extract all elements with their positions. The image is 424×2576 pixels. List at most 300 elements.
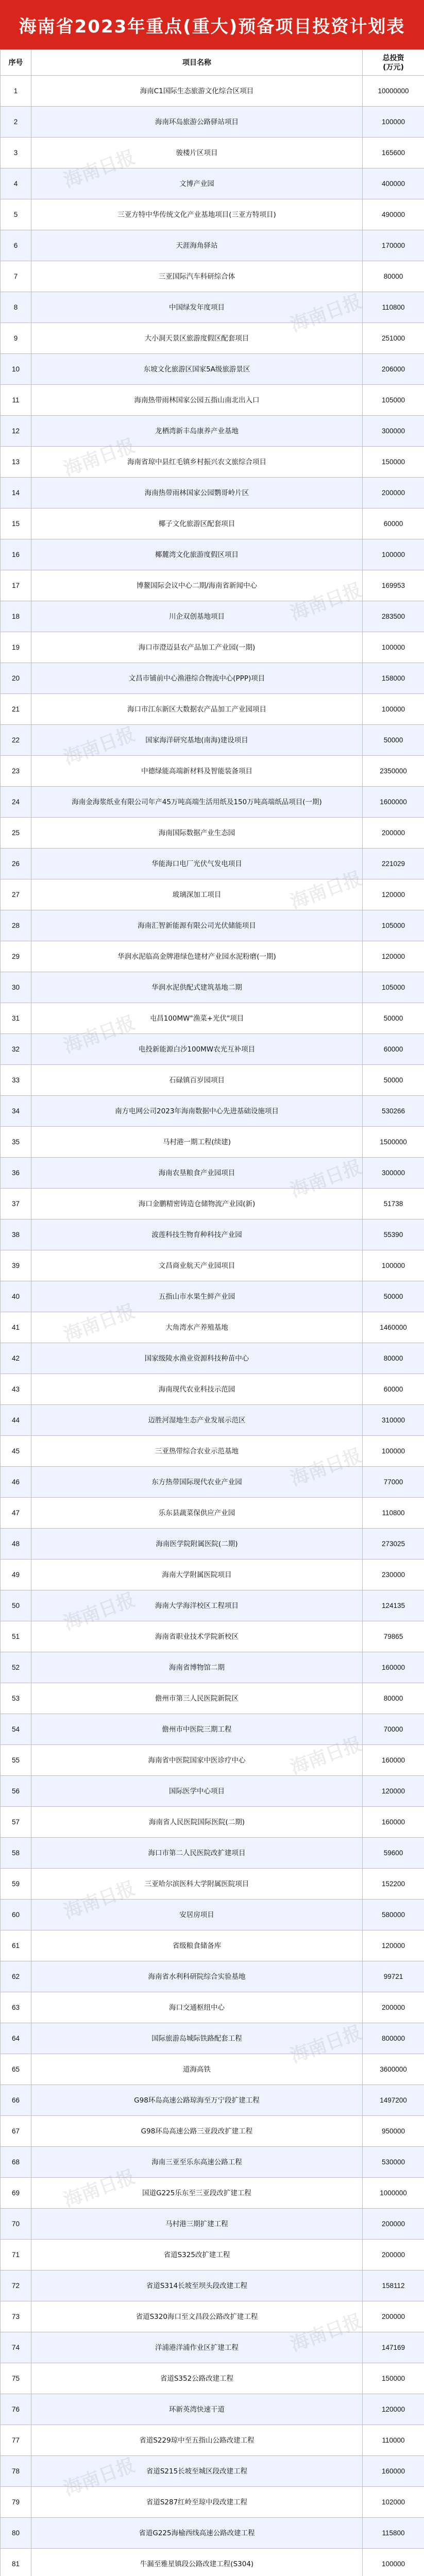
row-seq: 31 bbox=[1, 1003, 31, 1034]
row-project-name: 海南C1国际生态旅游文化综合区项目 bbox=[31, 76, 363, 107]
row-seq: 4 bbox=[1, 168, 31, 199]
table-row bbox=[1, 2487, 424, 2518]
row-seq: 16 bbox=[1, 539, 31, 570]
row-project-name: 洋浦港洋浦作业区扩建工程 bbox=[31, 2332, 363, 2363]
table-row bbox=[1, 447, 424, 478]
table-row bbox=[1, 1250, 424, 1281]
row-total-investment: 160000 bbox=[363, 1807, 424, 1838]
table-row bbox=[1, 1683, 424, 1714]
table-row bbox=[1, 849, 424, 879]
row-project-name: G98环岛高速公路三亚段改扩建工程 bbox=[31, 2116, 363, 2147]
row-project-name: 海南省中医院国家中医诊疗中心 bbox=[31, 1745, 363, 1776]
row-total-investment: 10000000 bbox=[363, 76, 424, 107]
table-row bbox=[1, 1405, 424, 1436]
row-total-investment: 158112 bbox=[363, 2270, 424, 2301]
row-total-investment: 165600 bbox=[363, 138, 424, 168]
row-project-name: 省道S325改扩建工程 bbox=[31, 2240, 363, 2270]
table-row bbox=[1, 1374, 424, 1405]
row-seq: 45 bbox=[1, 1436, 31, 1467]
row-total-investment: 105000 bbox=[363, 910, 424, 941]
row-total-investment: 200000 bbox=[363, 818, 424, 849]
table-row bbox=[1, 478, 424, 509]
row-project-name: 川企双创基地项目 bbox=[31, 601, 363, 632]
table-row bbox=[1, 416, 424, 447]
table-row bbox=[1, 1807, 424, 1838]
row-total-investment: 105000 bbox=[363, 972, 424, 1003]
row-total-investment: 200000 bbox=[363, 2301, 424, 2332]
row-project-name: 牛漏至雅星镇段公路改建工程(S304) bbox=[31, 2549, 363, 2576]
row-total-investment: 77000 bbox=[363, 1467, 424, 1498]
row-project-name: 石碌镇百岁园项目 bbox=[31, 1065, 363, 1096]
row-project-name: 文博产业园 bbox=[31, 168, 363, 199]
table-row bbox=[1, 1529, 424, 1560]
table-row bbox=[1, 1714, 424, 1745]
row-project-name: 国家海洋研究基地(南海)建设项目 bbox=[31, 725, 363, 756]
row-total-investment: 221029 bbox=[363, 849, 424, 879]
row-project-name: 东方热带国际现代农业产业园 bbox=[31, 1467, 363, 1498]
table-row bbox=[1, 941, 424, 972]
row-project-name: 文昌商业航天产业园项目 bbox=[31, 1250, 363, 1281]
row-project-name: 儋州市第三人民医院新院区 bbox=[31, 1683, 363, 1714]
table-row bbox=[1, 261, 424, 292]
table-row bbox=[1, 2394, 424, 2425]
table-row bbox=[1, 76, 424, 107]
table-row bbox=[1, 509, 424, 539]
table-row bbox=[1, 1003, 424, 1034]
row-project-name: 马村港三期扩建工程 bbox=[31, 2209, 363, 2240]
row-total-investment: 300000 bbox=[363, 416, 424, 447]
row-seq: 51 bbox=[1, 1621, 31, 1652]
row-total-investment: 100000 bbox=[363, 1436, 424, 1467]
row-project-name: 海口市第二人民医院改扩建项目 bbox=[31, 1838, 363, 1869]
row-project-name: 龙栖湾新丰岛康养产业基地 bbox=[31, 416, 363, 447]
table-row bbox=[1, 1621, 424, 1652]
row-total-investment: 120000 bbox=[363, 2394, 424, 2425]
row-total-investment: 1000000 bbox=[363, 2178, 424, 2209]
table-row bbox=[1, 199, 424, 230]
row-project-name: 省道S287红岭至琼中段改建工程 bbox=[31, 2487, 363, 2518]
row-project-name: 海南省琼中县红毛镇乡村振兴农文旅综合项目 bbox=[31, 447, 363, 478]
table-row bbox=[1, 1498, 424, 1529]
table-row bbox=[1, 2270, 424, 2301]
row-total-investment: 230000 bbox=[363, 1560, 424, 1590]
row-total-investment: 283500 bbox=[363, 601, 424, 632]
row-total-investment: 310000 bbox=[363, 1405, 424, 1436]
row-seq: 64 bbox=[1, 2023, 31, 2054]
row-seq: 24 bbox=[1, 787, 31, 818]
row-seq: 15 bbox=[1, 509, 31, 539]
table-row bbox=[1, 2456, 424, 2487]
row-seq: 27 bbox=[1, 879, 31, 910]
row-project-name: 海南省水利科研院综合实验基地 bbox=[31, 1961, 363, 1992]
row-project-name: 博鳌国际会议中心二期/海南省新闻中心 bbox=[31, 570, 363, 601]
row-total-investment: 200000 bbox=[363, 478, 424, 509]
table-row bbox=[1, 1436, 424, 1467]
row-project-name: 华润水泥临高金牌港绿色建材产业园水泥粉磨(一期) bbox=[31, 941, 363, 972]
row-project-name: 海口市澄迈县农产品加工产业园(一期) bbox=[31, 632, 363, 663]
row-project-name: 骏楼片区项目 bbox=[31, 138, 363, 168]
row-total-investment: 152200 bbox=[363, 1869, 424, 1900]
table-row bbox=[1, 1590, 424, 1621]
header-row bbox=[1, 50, 424, 76]
row-total-investment: 158000 bbox=[363, 663, 424, 694]
row-seq: 23 bbox=[1, 756, 31, 787]
row-project-name: 国际医学中心项目 bbox=[31, 1776, 363, 1807]
row-total-investment: 120000 bbox=[363, 1776, 424, 1807]
row-project-name: 海南国际数据产业生态园 bbox=[31, 818, 363, 849]
table-row bbox=[1, 1900, 424, 1930]
row-total-investment: 160000 bbox=[363, 2456, 424, 2487]
table-row bbox=[1, 138, 424, 168]
table-row bbox=[1, 2240, 424, 2270]
row-project-name: 五指山市水果生鲜产业园 bbox=[31, 1281, 363, 1312]
row-total-investment: 147169 bbox=[363, 2332, 424, 2363]
row-total-investment: 80000 bbox=[363, 1343, 424, 1374]
row-project-name: 电投新能源白沙100MW农光互补项目 bbox=[31, 1034, 363, 1065]
row-total-investment: 100000 bbox=[363, 2549, 424, 2576]
row-total-investment: 50000 bbox=[363, 1281, 424, 1312]
row-total-investment: 160000 bbox=[363, 1745, 424, 1776]
table-row bbox=[1, 756, 424, 787]
table-row bbox=[1, 632, 424, 663]
table-row bbox=[1, 1930, 424, 1961]
row-total-investment: 950000 bbox=[363, 2116, 424, 2147]
row-total-investment: 200000 bbox=[363, 2240, 424, 2270]
row-total-investment: 160000 bbox=[363, 1652, 424, 1683]
row-project-name: 屯昌100MW"渔菜+光伏"项目 bbox=[31, 1003, 363, 1034]
table-row bbox=[1, 663, 424, 694]
table-row bbox=[1, 1992, 424, 2023]
row-seq: 56 bbox=[1, 1776, 31, 1807]
row-seq: 75 bbox=[1, 2363, 31, 2394]
row-project-name: 三亚国际汽车科研综合体 bbox=[31, 261, 363, 292]
table-row bbox=[1, 230, 424, 261]
table-row bbox=[1, 2116, 424, 2147]
table-row bbox=[1, 1776, 424, 1807]
table-row bbox=[1, 1745, 424, 1776]
row-project-name: 儋州市中医院三期工程 bbox=[31, 1714, 363, 1745]
row-seq: 80 bbox=[1, 2518, 31, 2549]
row-total-investment: 100000 bbox=[363, 632, 424, 663]
row-seq: 8 bbox=[1, 292, 31, 323]
row-total-investment: 110800 bbox=[363, 292, 424, 323]
row-total-investment: 55390 bbox=[363, 1219, 424, 1250]
row-seq: 79 bbox=[1, 2487, 31, 2518]
row-seq: 19 bbox=[1, 632, 31, 663]
table-row bbox=[1, 601, 424, 632]
row-project-name: 海口交通枢纽中心 bbox=[31, 1992, 363, 2023]
row-seq: 39 bbox=[1, 1250, 31, 1281]
table-row bbox=[1, 1127, 424, 1158]
table-row bbox=[1, 2054, 424, 2085]
header-total-investment bbox=[363, 50, 424, 76]
row-project-name: 省级粮食储备库 bbox=[31, 1930, 363, 1961]
table-row bbox=[1, 168, 424, 199]
row-seq: 73 bbox=[1, 2301, 31, 2332]
row-seq: 58 bbox=[1, 1838, 31, 1869]
row-total-investment: 530000 bbox=[363, 2147, 424, 2178]
table-row bbox=[1, 2549, 424, 2576]
row-seq: 32 bbox=[1, 1034, 31, 1065]
table-row bbox=[1, 1189, 424, 1219]
row-project-name: 海南大学附属医院项目 bbox=[31, 1560, 363, 1590]
row-total-investment: 100000 bbox=[363, 1250, 424, 1281]
row-seq: 69 bbox=[1, 2178, 31, 2209]
row-total-investment: 1497200 bbox=[363, 2085, 424, 2116]
row-seq: 36 bbox=[1, 1158, 31, 1189]
row-project-name: 省道S320海口至文昌段公路改扩建工程 bbox=[31, 2301, 363, 2332]
table-row bbox=[1, 2085, 424, 2116]
table-row bbox=[1, 1652, 424, 1683]
row-total-investment: 120000 bbox=[363, 1930, 424, 1961]
investment-table-container bbox=[0, 49, 424, 2576]
row-total-investment: 80000 bbox=[363, 1683, 424, 1714]
title-banner bbox=[0, 0, 424, 49]
row-seq: 18 bbox=[1, 601, 31, 632]
row-seq: 11 bbox=[1, 385, 31, 416]
row-project-name: 海南环岛旅游公路驿站项目 bbox=[31, 107, 363, 138]
row-project-name: 华能海口电厂光伏气发电项目 bbox=[31, 849, 363, 879]
row-seq: 65 bbox=[1, 2054, 31, 2085]
row-total-investment: 102000 bbox=[363, 2487, 424, 2518]
row-project-name: 海南三亚至乐东高速公路工程 bbox=[31, 2147, 363, 2178]
row-total-investment: 100000 bbox=[363, 694, 424, 725]
row-seq: 35 bbox=[1, 1127, 31, 1158]
row-project-name: 海南汇智新能源有限公司光伏储能项目 bbox=[31, 910, 363, 941]
row-project-name: 环新英湾快速干道 bbox=[31, 2394, 363, 2425]
table-body bbox=[1, 76, 424, 2576]
row-seq: 7 bbox=[1, 261, 31, 292]
row-seq: 17 bbox=[1, 570, 31, 601]
row-seq: 41 bbox=[1, 1312, 31, 1343]
table-row bbox=[1, 323, 424, 354]
row-seq: 77 bbox=[1, 2425, 31, 2456]
row-project-name: 海南热带雨林国家公园五指山南北出入口 bbox=[31, 385, 363, 416]
row-seq: 43 bbox=[1, 1374, 31, 1405]
row-total-investment: 200000 bbox=[363, 2209, 424, 2240]
row-project-name: 中德绿能高端新材料及智能装备项目 bbox=[31, 756, 363, 787]
row-seq: 37 bbox=[1, 1189, 31, 1219]
row-seq: 66 bbox=[1, 2085, 31, 2116]
row-seq: 46 bbox=[1, 1467, 31, 1498]
row-seq: 10 bbox=[1, 354, 31, 385]
row-project-name: 天涯海角驿站 bbox=[31, 230, 363, 261]
row-project-name: 南方电网公司2023年海南数据中心先进基础设施项目 bbox=[31, 1096, 363, 1127]
row-seq: 14 bbox=[1, 478, 31, 509]
row-total-investment: 59600 bbox=[363, 1838, 424, 1869]
row-project-name: 海口市江东新区大数据农产品加工产业园项目 bbox=[31, 694, 363, 725]
row-seq: 34 bbox=[1, 1096, 31, 1127]
table-row bbox=[1, 2332, 424, 2363]
row-total-investment: 110000 bbox=[363, 2425, 424, 2456]
table-row bbox=[1, 2178, 424, 2209]
row-total-investment: 206000 bbox=[363, 354, 424, 385]
row-project-name: 国道G225乐东至三亚段改扩建工程 bbox=[31, 2178, 363, 2209]
table-row bbox=[1, 2147, 424, 2178]
row-total-investment: 120000 bbox=[363, 941, 424, 972]
row-project-name: G98环岛高速公路琼海至万宁段扩建工程 bbox=[31, 2085, 363, 2116]
row-project-name: 三亚热带综合农业示范基地 bbox=[31, 1436, 363, 1467]
row-project-name: 海南农垦粮食产业园项目 bbox=[31, 1158, 363, 1189]
table-row bbox=[1, 1096, 424, 1127]
row-project-name: 文昌市铺前中心渔港综合物流中心(PPP)项目 bbox=[31, 663, 363, 694]
row-total-investment: 100000 bbox=[363, 107, 424, 138]
row-seq: 33 bbox=[1, 1065, 31, 1096]
row-project-name: 国家级陵水渔业资源科技种苗中心 bbox=[31, 1343, 363, 1374]
row-project-name: 海南省博物馆二期 bbox=[31, 1652, 363, 1683]
row-seq: 52 bbox=[1, 1652, 31, 1683]
row-total-investment: 50000 bbox=[363, 1065, 424, 1096]
row-project-name: 安居房项目 bbox=[31, 1900, 363, 1930]
row-seq: 60 bbox=[1, 1900, 31, 1930]
table-row bbox=[1, 879, 424, 910]
row-seq: 78 bbox=[1, 2456, 31, 2487]
table-row bbox=[1, 2518, 424, 2549]
row-seq: 72 bbox=[1, 2270, 31, 2301]
row-total-investment: 251000 bbox=[363, 323, 424, 354]
row-project-name: 大角湾水产养殖基地 bbox=[31, 1312, 363, 1343]
row-project-name: 东坡文化旅游区国家5A级旅游景区 bbox=[31, 354, 363, 385]
row-project-name: 海南热带雨林国家公园鹦哥岭片区 bbox=[31, 478, 363, 509]
row-project-name: 华润水泥供配式建筑基地二期 bbox=[31, 972, 363, 1003]
row-total-investment: 70000 bbox=[363, 1714, 424, 1745]
row-seq: 28 bbox=[1, 910, 31, 941]
row-project-name: 椰子文化旅游区配套项目 bbox=[31, 509, 363, 539]
row-seq: 2 bbox=[1, 107, 31, 138]
row-total-investment: 800000 bbox=[363, 2023, 424, 2054]
row-project-name: 马村港一期工程(续建) bbox=[31, 1127, 363, 1158]
row-seq: 13 bbox=[1, 447, 31, 478]
row-seq: 21 bbox=[1, 694, 31, 725]
row-total-investment: 1460000 bbox=[363, 1312, 424, 1343]
table-row bbox=[1, 2425, 424, 2456]
row-seq: 71 bbox=[1, 2240, 31, 2270]
table-row bbox=[1, 725, 424, 756]
row-seq: 3 bbox=[1, 138, 31, 168]
row-total-investment: 50000 bbox=[363, 1003, 424, 1034]
row-seq: 49 bbox=[1, 1560, 31, 1590]
row-total-investment: 150000 bbox=[363, 447, 424, 478]
row-total-investment: 580000 bbox=[363, 1900, 424, 1930]
row-project-name: 省道S314长坡至坝头段改建工程 bbox=[31, 2270, 363, 2301]
row-seq: 50 bbox=[1, 1590, 31, 1621]
row-seq: 30 bbox=[1, 972, 31, 1003]
table-row bbox=[1, 1312, 424, 1343]
row-project-name: 省道S352公路改建工程 bbox=[31, 2363, 363, 2394]
row-seq: 57 bbox=[1, 1807, 31, 1838]
row-total-investment: 170000 bbox=[363, 230, 424, 261]
row-project-name: 海南省人民医院国际医院(二期) bbox=[31, 1807, 363, 1838]
row-seq: 62 bbox=[1, 1961, 31, 1992]
row-seq: 22 bbox=[1, 725, 31, 756]
row-seq: 44 bbox=[1, 1405, 31, 1436]
row-seq: 48 bbox=[1, 1529, 31, 1560]
investment-table bbox=[0, 49, 424, 2576]
row-total-investment: 273025 bbox=[363, 1529, 424, 1560]
table-row bbox=[1, 1869, 424, 1900]
row-seq: 40 bbox=[1, 1281, 31, 1312]
row-seq: 26 bbox=[1, 849, 31, 879]
row-total-investment: 115800 bbox=[363, 2518, 424, 2549]
row-seq: 6 bbox=[1, 230, 31, 261]
header-total-line1: 总投资 bbox=[382, 54, 404, 62]
row-total-investment: 105000 bbox=[363, 385, 424, 416]
row-total-investment: 60000 bbox=[363, 1034, 424, 1065]
row-total-investment: 1600000 bbox=[363, 787, 424, 818]
row-seq: 20 bbox=[1, 663, 31, 694]
row-seq: 47 bbox=[1, 1498, 31, 1529]
row-seq: 68 bbox=[1, 2147, 31, 2178]
row-project-name: 海南现代农业科技示范园 bbox=[31, 1374, 363, 1405]
table-row bbox=[1, 570, 424, 601]
row-total-investment: 3600000 bbox=[363, 2054, 424, 2085]
table-row bbox=[1, 1838, 424, 1869]
table-row bbox=[1, 1560, 424, 1590]
row-seq: 5 bbox=[1, 199, 31, 230]
table-row bbox=[1, 1343, 424, 1374]
table-row bbox=[1, 2209, 424, 2240]
table-row bbox=[1, 385, 424, 416]
row-total-investment: 60000 bbox=[363, 1374, 424, 1405]
table-row bbox=[1, 539, 424, 570]
row-project-name: 三亚哈尔滨医科大学附属医院项目 bbox=[31, 1869, 363, 1900]
row-seq: 1 bbox=[1, 76, 31, 107]
row-total-investment: 120000 bbox=[363, 879, 424, 910]
row-project-name: 省道S229琼中至五指山公路改建工程 bbox=[31, 2425, 363, 2456]
row-project-name: 乐东县蔬菜保供应产业园 bbox=[31, 1498, 363, 1529]
row-total-investment: 169953 bbox=[363, 570, 424, 601]
row-total-investment: 1500000 bbox=[363, 1127, 424, 1158]
table-row bbox=[1, 1065, 424, 1096]
row-project-name: 中国绿发年度项目 bbox=[31, 292, 363, 323]
row-project-name: 海南大学海洋校区工程项目 bbox=[31, 1590, 363, 1621]
row-total-investment: 50000 bbox=[363, 725, 424, 756]
row-project-name: 波莲科技生物育种科技产业园 bbox=[31, 1219, 363, 1250]
row-total-investment: 124135 bbox=[363, 1590, 424, 1621]
table-row bbox=[1, 2363, 424, 2394]
header-total-line2: (万元) bbox=[383, 63, 404, 72]
row-seq: 53 bbox=[1, 1683, 31, 1714]
row-total-investment: 99721 bbox=[363, 1961, 424, 1992]
row-seq: 29 bbox=[1, 941, 31, 972]
row-total-investment: 400000 bbox=[363, 168, 424, 199]
table-row bbox=[1, 2023, 424, 2054]
row-project-name: 省道G225海榆西线高速公路改建工程 bbox=[31, 2518, 363, 2549]
page-title: 海南省2023年重点(重大)预备项目投资计划表 bbox=[19, 16, 405, 37]
row-project-name: 道海高铁 bbox=[31, 2054, 363, 2085]
row-seq: 54 bbox=[1, 1714, 31, 1745]
table-row bbox=[1, 107, 424, 138]
row-total-investment: 530266 bbox=[363, 1096, 424, 1127]
row-total-investment: 60000 bbox=[363, 509, 424, 539]
row-total-investment: 150000 bbox=[363, 2363, 424, 2394]
row-seq: 67 bbox=[1, 2116, 31, 2147]
table-row bbox=[1, 787, 424, 818]
row-project-name: 海南医学院附属医院(二期) bbox=[31, 1529, 363, 1560]
table-row bbox=[1, 2301, 424, 2332]
row-seq: 81 bbox=[1, 2549, 31, 2576]
row-project-name: 三亚方特中华传统文化产业基地项目(三亚方特项目) bbox=[31, 199, 363, 230]
row-seq: 61 bbox=[1, 1930, 31, 1961]
row-seq: 70 bbox=[1, 2209, 31, 2240]
row-total-investment: 79865 bbox=[363, 1621, 424, 1652]
row-project-name: 椰麓湾文化旅游度假区项目 bbox=[31, 539, 363, 570]
row-seq: 59 bbox=[1, 1869, 31, 1900]
row-total-investment: 51738 bbox=[363, 1189, 424, 1219]
row-seq: 25 bbox=[1, 818, 31, 849]
table-row bbox=[1, 1219, 424, 1250]
row-project-name: 国际旅游岛城际铁路配套工程 bbox=[31, 2023, 363, 2054]
